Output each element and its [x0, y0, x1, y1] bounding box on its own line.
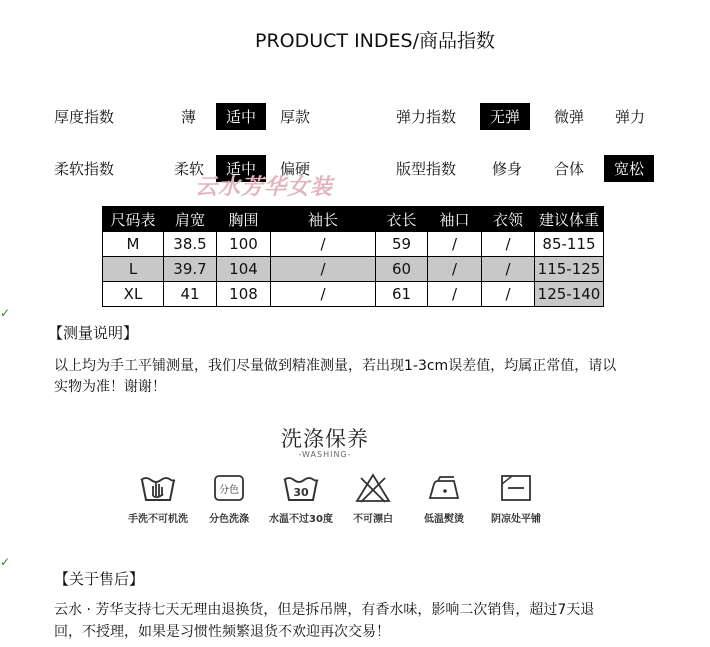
softness-option-medium-selected: 适中	[216, 155, 266, 182]
header-weight: 建议体重	[535, 207, 604, 232]
cell-weight: 115-125	[535, 257, 604, 282]
size-table	[102, 206, 604, 307]
after-sales-heading: 【关于售后】	[54, 570, 145, 588]
header-collar: 衣领	[482, 207, 535, 232]
fit-index-label: 版型指数	[396, 160, 457, 178]
care-title: 洗涤保养	[281, 427, 369, 451]
care-label-water-temp: 水温不过30度	[269, 514, 333, 525]
cell-collar: /	[482, 232, 535, 257]
cell-shoulder: 41	[164, 282, 217, 307]
cell-collar: /	[482, 257, 535, 282]
size-table-header	[103, 207, 604, 232]
measurement-text-line1: 以上均为手工平铺测量，我们尽量做到精准测量，若出现1-3cm误差值，均属正常值，请以	[54, 358, 617, 374]
cell-size: XL	[103, 282, 164, 307]
care-subtitle: -WASHING-	[298, 450, 352, 459]
header-size: 尺码表	[103, 207, 164, 232]
separate-color-wash-icon	[209, 472, 249, 504]
measurement-text-line2: 实物为准！谢谢！	[54, 379, 166, 395]
care-item	[189, 472, 269, 525]
thickness-index-label: 厚度指数	[54, 108, 115, 126]
care-label-dry-flat: 阴凉处平铺	[491, 514, 541, 525]
softness-option-soft: 柔软	[174, 160, 205, 178]
no-bleach-icon	[353, 472, 393, 504]
elasticity-option-slight: 微弹	[554, 108, 585, 126]
header-cuff: 袖口	[428, 207, 482, 232]
cell-chest: 108	[217, 282, 271, 307]
cell-weight: 125-140	[535, 282, 604, 307]
corner-tick-mark: ✓	[0, 306, 11, 320]
cell-length: 59	[376, 232, 428, 257]
fit-option-regular: 合体	[554, 160, 585, 178]
table-row	[103, 232, 604, 257]
header-sleeve: 袖长	[271, 207, 376, 232]
page-title: PRODUCT INDES/商品指数	[255, 30, 495, 52]
table-row	[103, 282, 604, 307]
cell-length: 60	[376, 257, 428, 282]
care-label-hand-wash: 手洗不可机洗	[128, 514, 188, 525]
fit-option-slim: 修身	[492, 160, 523, 178]
dry-flat-shade-icon	[496, 472, 536, 504]
water-temp-30-icon	[281, 472, 321, 504]
corner-tick-mark: ✓	[0, 555, 11, 569]
header-length: 衣长	[376, 207, 428, 232]
care-label-separate-wash: 分色洗涤	[209, 514, 249, 525]
measurement-heading: 【测量说明】	[48, 324, 139, 342]
cell-cuff: /	[428, 232, 482, 257]
care-item	[118, 472, 198, 525]
separate-color-icon-text: 分色	[219, 485, 239, 496]
cell-chest: 100	[217, 232, 271, 257]
cell-sleeve: /	[271, 282, 376, 307]
thickness-option-thin: 薄	[181, 108, 197, 126]
hand-wash-icon	[138, 472, 178, 504]
elasticity-index-label: 弹力指数	[396, 108, 457, 126]
cell-shoulder: 39.7	[164, 257, 217, 282]
cell-sleeve: /	[271, 232, 376, 257]
thickness-option-medium-selected: 适中	[216, 103, 266, 130]
care-item	[404, 472, 484, 525]
softness-option-hard: 偏硬	[280, 160, 311, 178]
after-sales-text-line1: 云水 · 芳华支持七天无理由退换货，但是拆吊牌，有香水味，影响二次销售，超过7天退	[54, 602, 595, 618]
elasticity-option-none-selected: 无弹	[480, 103, 530, 130]
cell-sleeve: /	[271, 257, 376, 282]
cell-collar: /	[482, 282, 535, 307]
cell-weight: 85-115	[535, 232, 604, 257]
cell-cuff: /	[428, 257, 482, 282]
header-shoulder: 肩宽	[164, 207, 217, 232]
care-item	[333, 472, 413, 525]
header-chest: 胸围	[217, 207, 271, 232]
cell-size: M	[103, 232, 164, 257]
cell-size: L	[103, 257, 164, 282]
cell-length: 61	[376, 282, 428, 307]
elasticity-option-stretch: 弹力	[615, 108, 646, 126]
brand-watermark: 云水芳华女装	[195, 174, 334, 200]
low-temp-iron-icon	[424, 472, 464, 504]
after-sales-text-line2: 回，不授理，如果是习惯性频繁退货不欢迎再次交易！	[54, 624, 390, 640]
cell-chest: 104	[217, 257, 271, 282]
thickness-option-thick: 厚款	[280, 108, 311, 126]
care-item	[261, 472, 341, 525]
cell-cuff: /	[428, 282, 482, 307]
cell-shoulder: 38.5	[164, 232, 217, 257]
water-temp-icon-text: 30	[293, 486, 309, 499]
care-item	[476, 472, 556, 525]
care-label-low-iron: 低温熨烫	[424, 514, 464, 525]
care-label-no-bleach: 不可漂白	[353, 514, 393, 525]
table-row	[103, 257, 604, 282]
softness-index-label: 柔软指数	[54, 160, 115, 178]
fit-option-loose-selected: 宽松	[604, 155, 654, 182]
